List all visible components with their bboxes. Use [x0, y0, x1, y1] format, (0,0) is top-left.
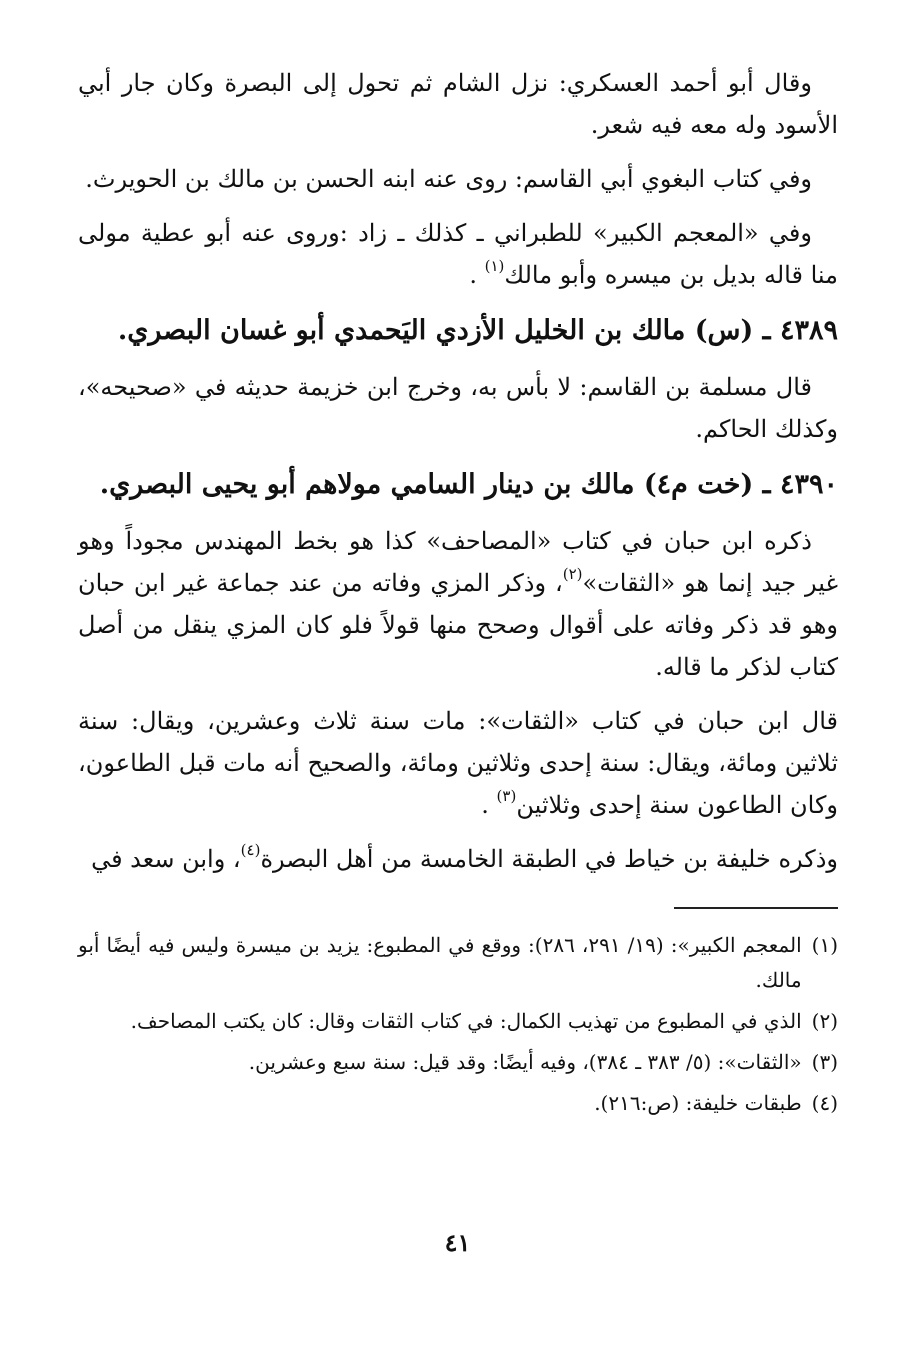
paragraph [78, 158, 838, 200]
paragraph-text: وقال أبو أحمد العسكري: نزل الشام ثم تحول إلى البصرة وكان جار أبي الأسود وله معه فيه شعر. [78, 69, 838, 139]
footnote [78, 928, 838, 998]
paragraph-text: ذكره ابن حبان في كتاب «المصاحف» كذا هو بخط المهندس مجوداً وهو غير جيد إنما هو «الثقات» [78, 527, 838, 597]
paragraph [78, 520, 838, 688]
footnote-number: (١) [811, 933, 838, 957]
entry-heading: ٤٣٩٠ ـ (خت م٤) مالك بن دينار السامي مولاهم أبو يحيى البصري. [99, 469, 838, 500]
footnote [78, 1004, 838, 1039]
footnote-text: المعجم الكبير»: (١٩/ ٢٩١، ٢٨٦): ووقع في المطبوع: يزيد بن ميسرة وليس فيه أيضًا أبو مالك. [78, 933, 802, 992]
entry-heading: ٤٣٨٩ ـ (س) مالك بن الخليل الأزدي اليَحمدي أبو غسان البصري. [117, 315, 838, 346]
paragraph-text: . [481, 791, 497, 819]
paragraph-text: وذكره خليفة بن خياط في الطبقة الخامسة من أهل البصرة [260, 845, 838, 873]
footnote [78, 1045, 838, 1080]
footnote-text: «الثقات»: (٥/ ٣٨٣ ـ ٣٨٤)، وفيه أيضًا: وقد قيل: سنة سبع وعشرين. [248, 1050, 802, 1074]
footnote-ref[interactable]: (١) [484, 257, 505, 275]
paragraph-text: قال مسلمة بن القاسم: لا بأس به، وخرج ابن خزيمة حديثه في «صحيحه»، وكذلك الحاكم. [78, 373, 838, 443]
main-text [78, 62, 838, 892]
footnote-separator [674, 907, 838, 909]
paragraph [78, 838, 838, 880]
page-number: ٤١ [444, 1228, 471, 1257]
footnote-number: (٢) [811, 1009, 838, 1033]
footnote-ref[interactable]: (٢) [562, 565, 583, 583]
paragraph-text: ، وذكر المزي وفاته من عند جماعة غير ابن حبان وهو قد ذكر وفاته على أقوال وصحح منها قولاً فلو كان المزي ينقل من أصل كتاب لذكر ما قاله. [78, 569, 838, 681]
paragraph-text: قال ابن حبان في كتاب «الثقات»: مات سنة ثلاث وعشرين، ويقال: سنة ثلاثين ومائة، ويقال: سنة إحدى وثلاثين ومائة، والصحيح أنه مات قبل الطاعون، وكان الطاعون سنة إحدى وثلاثين [78, 707, 839, 819]
paragraph [78, 212, 838, 296]
footnote-text: طبقات خليفة: (ص:٢١٦). [594, 1091, 802, 1115]
paragraph [78, 700, 838, 826]
footnote-text: الذي في المطبوع من تهذيب الكمال: في كتاب الثقات وقال: كان يكتب المصاحف. [130, 1009, 802, 1033]
footnote-ref[interactable]: (٣) [496, 787, 517, 805]
footnotes [78, 928, 838, 1127]
paragraph-text: . [469, 261, 485, 289]
footnote-number: (٤) [811, 1091, 838, 1115]
paragraph [78, 366, 838, 450]
footnote-ref[interactable]: (٤) [240, 841, 261, 859]
paragraph-text: ، وابن سعد في [91, 845, 241, 873]
footnote-number: (٣) [811, 1050, 838, 1074]
paragraph-text: وفي كتاب البغوي أبي القاسم: روى عنه ابنه الحسن بن مالك بن الحويرث. [85, 165, 812, 193]
paragraph [78, 62, 838, 146]
paragraph-text: وفي «المعجم الكبير» للطبراني ـ كذلك ـ زاد :وروى عنه أبو عطية مولى منا قاله بديل بن ميسره وأبو مالك [78, 219, 838, 289]
footnote [78, 1086, 838, 1121]
